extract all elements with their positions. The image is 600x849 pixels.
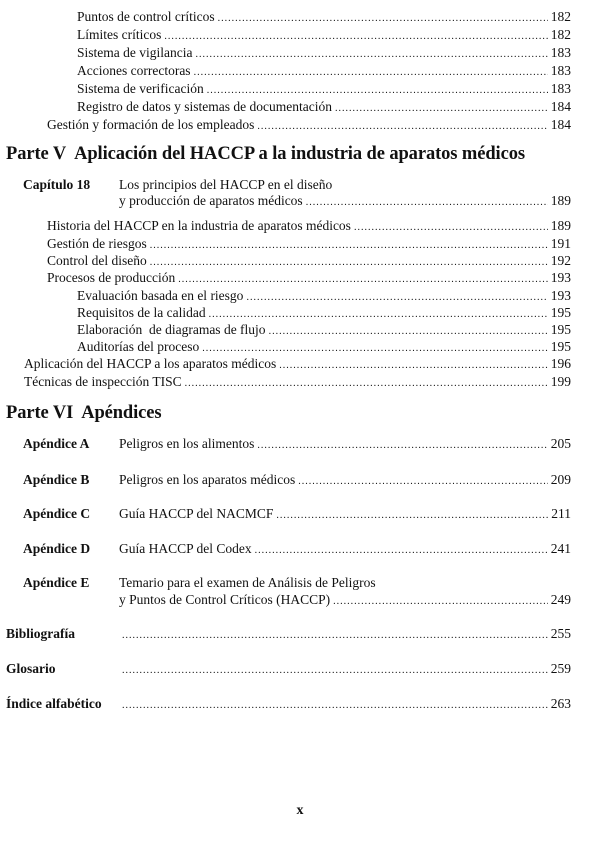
back-matter-entry: Índice alfabético ..... 263: [6, 696, 571, 714]
toc-entry: Elaboración de diagramas de flujo ..... 195: [77, 322, 571, 340]
toc-entry: Evaluación basada en el riesgo ..... 193: [77, 288, 571, 306]
back-matter-entry: Glosario ..... 259: [6, 661, 571, 679]
chapter-heading-line2: y producción de aparatos médicos ..... 189: [119, 193, 571, 211]
toc-entry: Límites críticos ..... 182: [77, 27, 571, 45]
part-heading: Parte VI Apéndices: [6, 403, 162, 423]
appendix-heading-line2: y Puntos de Control Críticos (HACCP) ..... 249: [119, 592, 571, 610]
toc-entry: Procesos de producción ..... 193: [47, 270, 571, 288]
toc-entry: Técnicas de inspección TISC ..... 199: [24, 374, 571, 392]
toc-entry: Puntos de control críticos ..... 182: [77, 9, 571, 27]
toc-entry: Auditorías del proceso ..... 195: [77, 339, 571, 357]
appendix-heading: Apéndice E Temario para el examen de Análisis de Peligros: [23, 575, 376, 590]
part-heading: Parte V Aplicación del HACCP a la industria de aparatos médicos: [6, 144, 525, 164]
toc-entry: Requisitos de la calidad ..... 195: [77, 305, 571, 323]
toc-entry: Sistema de verificación ..... 183: [77, 81, 571, 99]
appendix-entry: Apéndice C Guía HACCP del NACMCF ..... 211: [23, 506, 571, 524]
appendix-entry: Apéndice B Peligros en los aparatos médicos ..... 209: [23, 472, 571, 490]
toc-entry: Historia del HACCP en la industria de aparatos médicos ..... 189: [47, 218, 571, 236]
toc-entry: Gestión de riesgos ..... 191: [47, 236, 571, 254]
toc-entry: Control del diseño ..... 192: [47, 253, 571, 271]
page-number: x: [296, 803, 304, 818]
toc-entry: Aplicación del HACCP a los aparatos médicos ..... 196: [24, 356, 571, 374]
toc-entry: Registro de datos y sistemas de documentación ..... 184: [77, 99, 571, 117]
toc-entry: Gestión y formación de los empleados ..... 184: [47, 117, 571, 135]
appendix-entry: Apéndice A Peligros en los alimentos ..... 205: [23, 436, 571, 454]
toc-entry: Acciones correctoras ..... 183: [77, 63, 571, 81]
appendix-entry: Apéndice D Guía HACCP del Codex ..... 241: [23, 541, 571, 559]
chapter-heading: Capítulo 18 Los principios del HACCP en el diseño: [23, 177, 333, 192]
back-matter-entry: Bibliografía ..... 255: [6, 626, 571, 644]
toc-entry: Sistema de vigilancia ..... 183: [77, 45, 571, 63]
